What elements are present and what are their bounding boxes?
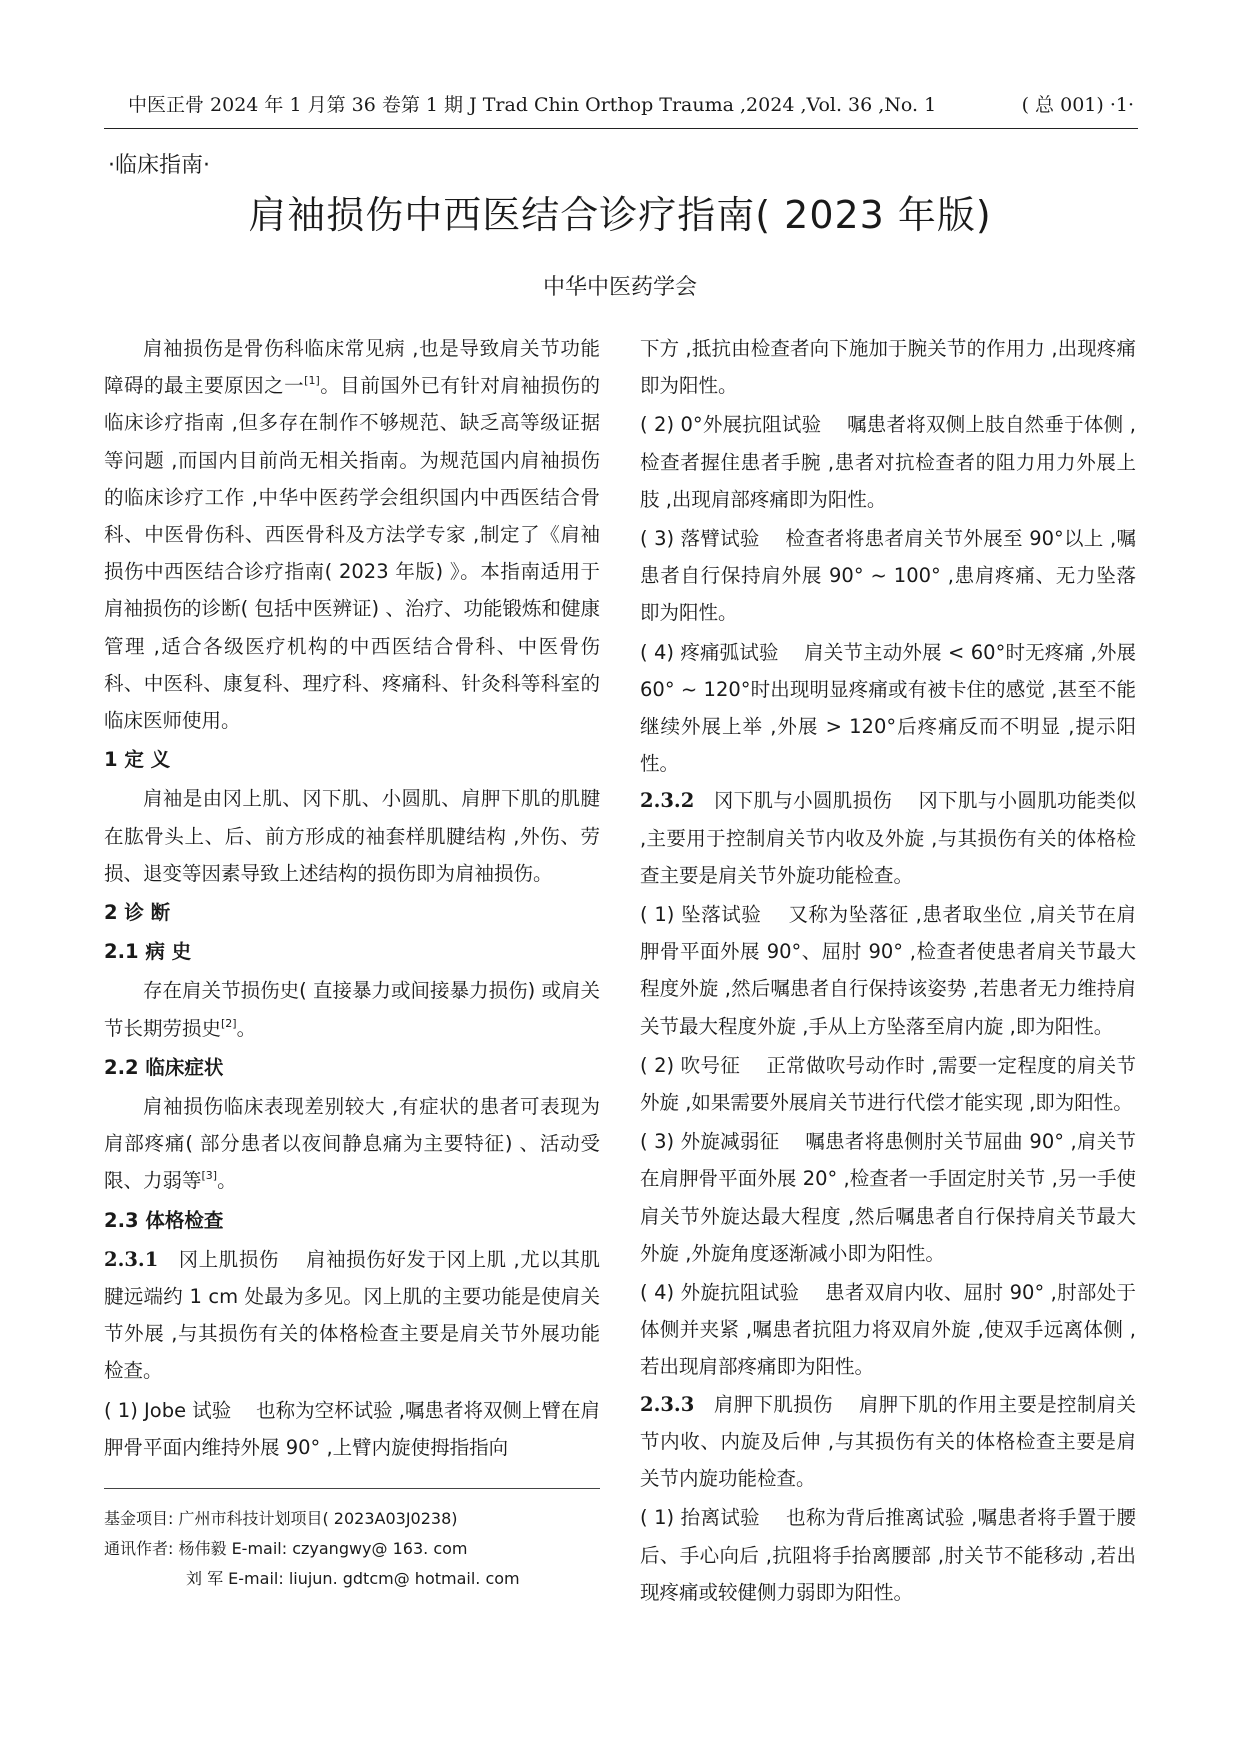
footnote-divider <box>104 1488 600 1489</box>
footnotes <box>104 1504 624 1594</box>
test-item-external-rotation-lag: ( 3) 外旋减弱征 嘱患者将患侧肘关节屈曲 90° ,肩关节在肩胛骨平面外展 20° ,检查者一手固定肘关节 ,另一手使肩关节外旋达最大程度 ,然后嘱患者自行保持肩关节最大外旋 ,外旋角度逐渐减小即为阳性。 <box>640 1130 1136 1265</box>
left-column <box>104 330 600 1466</box>
intro-paragraph: 肩袖损伤是骨伤科临床常见病 ,也是导致肩关节功能障碍的最主要原因之一[1]。目前国外已有针对肩袖损伤的临床诊疗指南 ,但多存在制作不够规范、缺乏高等级证据等问题 ,而国内目前尚无相关指南。为规范国内肩袖损伤的临床诊疗工作 ,中华中医药学会组织国内中西医结合骨科、中医骨伤科、西医骨科及方法学专家 ,制定了《肩袖损伤中西医结合诊疗指南( 2023 年版) 》。本指南适用于肩袖损伤的诊断( 包括中医辨证) 、治疗、功能锻炼和健康管理 ,适合各级医疗机构的中西医结合骨科、中医骨伤科、中医科、康复科、理疗科、疼痛科、针灸科等科室的临床医师使用。 <box>104 337 600 733</box>
history-paragraph: 存在肩关节损伤史( 直接暴力或间接暴力损伤) 或肩关节长期劳损史[2]。 <box>104 979 600 1040</box>
corresponding-author-1: 通讯作者: 杨伟毅 E-mail: czyangwy@ 163. com <box>104 1539 468 1558</box>
section-heading-definition: 1 定 义 <box>104 748 171 772</box>
symptoms-paragraph: 肩袖损伤临床表现差别较大 ,有症状的患者可表现为肩部疼痛( 部分患者以夜间静息痛为主要特征) 、活动受限、力弱等[3]。 <box>104 1095 600 1193</box>
test-item-drop-sign: ( 1) 坠落试验 又称为坠落征 ,患者取坐位 ,肩关节在肩胛骨平面外展 90°、屈肘 90° ,检查者使患者肩关节最大程度外旋 ,然后嘱患者自行保持该姿势 ,若患者无力维持肩关节最大程度外旋 ,手从上方坠落至肩内旋 ,即为阳性。 <box>640 903 1137 1038</box>
page-number: ( 总 001) ·1· <box>1021 94 1134 116</box>
citation-ref[interactable]: [2] <box>221 1016 237 1030</box>
test-item-jobe: ( 1) Jobe 试验 也称为空杯试验 ,嘱患者将双侧上臂在肩胛骨平面内维持外展 90° ,上臂内旋使拇指指向 <box>104 1398 600 1459</box>
article-title: 肩袖损伤中西医结合诊疗指南( 2023 年版) <box>248 193 992 237</box>
funding-note: 基金项目: 广州市科技计划项目( 2023A03J0238) <box>104 1509 458 1528</box>
test-item-painful-arc: ( 4) 疼痛弧试验 肩关节主动外展 < 60°时无疼痛 ,外展 60° ~ 120°时出现明显疼痛或有被卡住的感觉 ,甚至不能继续外展上举 ,外展 > 120°后疼痛反而不明显 ,提示阳性。 <box>640 640 1136 776</box>
journal-citation: 中医正骨 2024 年 1 月第 36 卷第 1 期 J Trad Chin Orthop Trauma ,2024 ,Vol. 36 ,No. 1 <box>128 94 937 116</box>
citation-ref[interactable]: [1] <box>304 374 320 388</box>
corresponding-author-2: 刘 军 E-mail: liujun. gdtcm@ hotmail. com <box>186 1569 520 1588</box>
subsubsection-supraspinatus: 2.3.1 冈上肌损伤 肩袖损伤好发于冈上肌 ,尤以其肌腱远端约 1 cm 处最为多见。冈上肌的主要功能是使肩关节外展 ,与其损伤有关的体格检查主要是肩关节外展功能检查。 <box>104 1247 600 1383</box>
test-item-lift-off: ( 1) 抬离试验 也称为背后推离试验 ,嘱患者将手置于腰后、手心向后 ,抗阻将手抬离腰部 ,肘关节不能移动 ,若出现疼痛或较健侧力弱即为阳性。 <box>640 1506 1136 1604</box>
subsection-heading-symptoms: 2.2 临床症状 <box>104 1055 224 1079</box>
right-column <box>640 330 1136 1611</box>
test-item-zero-abduction: ( 2) 0°外展抗阻试验 嘱患者将双侧上肢自然垂于体侧 ,检查者握住患者手腕 ,患者对抗检查者的阻力用力外展上肢 ,出现肩部疼痛即为阳性。 <box>640 413 1137 511</box>
test-item-drop-arm: ( 3) 落臂试验 检查者将患者肩关节外展至 90°以上 ,嘱患者自行保持肩外展 90° ~ 100° ,患肩疼痛、无力坠落即为阳性。 <box>640 527 1136 625</box>
subsubsection-subscapularis: 2.3.3 肩胛下肌损伤 肩胛下肌的作用主要是控制肩关节内收、内旋及后伸 ,与其损伤有关的体格检查主要是肩关节内旋功能检查。 <box>640 1392 1136 1491</box>
running-header <box>104 88 1138 129</box>
column-tag: ·临床指南· <box>108 153 210 178</box>
test-item-external-rotation-resistance: ( 4) 外旋抗阻试验 患者双肩内收、屈肘 90° ,肘部处于体侧并夹紧 ,嘱患者抗阻力将双肩外旋 ,使双手远离体侧 ,若出现肩部疼痛即为阳性。 <box>640 1281 1136 1379</box>
test-item-hornblower: ( 2) 吹号征 正常做吹号动作时 ,需要一定程度的肩关节外旋 ,如果需要外展肩关节进行代偿才能实现 ,即为阳性。 <box>640 1053 1136 1115</box>
subsubsection-infraspinatus: 2.3.2 冈下肌与小圆肌损伤 冈下肌与小圆肌功能类似 ,主要用于控制肩关节内收及外旋 ,与其损伤有关的体格检查主要是肩关节外旋功能检查。 <box>640 789 1136 887</box>
subsection-heading-physical-exam: 2.3 体格检查 <box>104 1208 224 1232</box>
subsection-heading-history: 2.1 病 史 <box>104 940 192 964</box>
citation-ref[interactable]: [3] <box>201 1169 218 1183</box>
test-item-jobe-continued: 下方 ,抵抗由检查者向下施加于腕关节的作用力 ,出现疼痛即为阳性。 <box>640 337 1136 398</box>
section-heading-diagnosis: 2 诊 断 <box>104 901 171 925</box>
authors: 中华中医药学会 <box>542 275 697 300</box>
definition-paragraph: 肩袖是由冈上肌、冈下肌、小圆肌、肩胛下肌的肌腱在肱骨头上、后、前方形成的袖套样肌腱结构 ,外伤、劳损、退变等因素导致上述结构的损伤即为肩袖损伤。 <box>104 787 600 885</box>
